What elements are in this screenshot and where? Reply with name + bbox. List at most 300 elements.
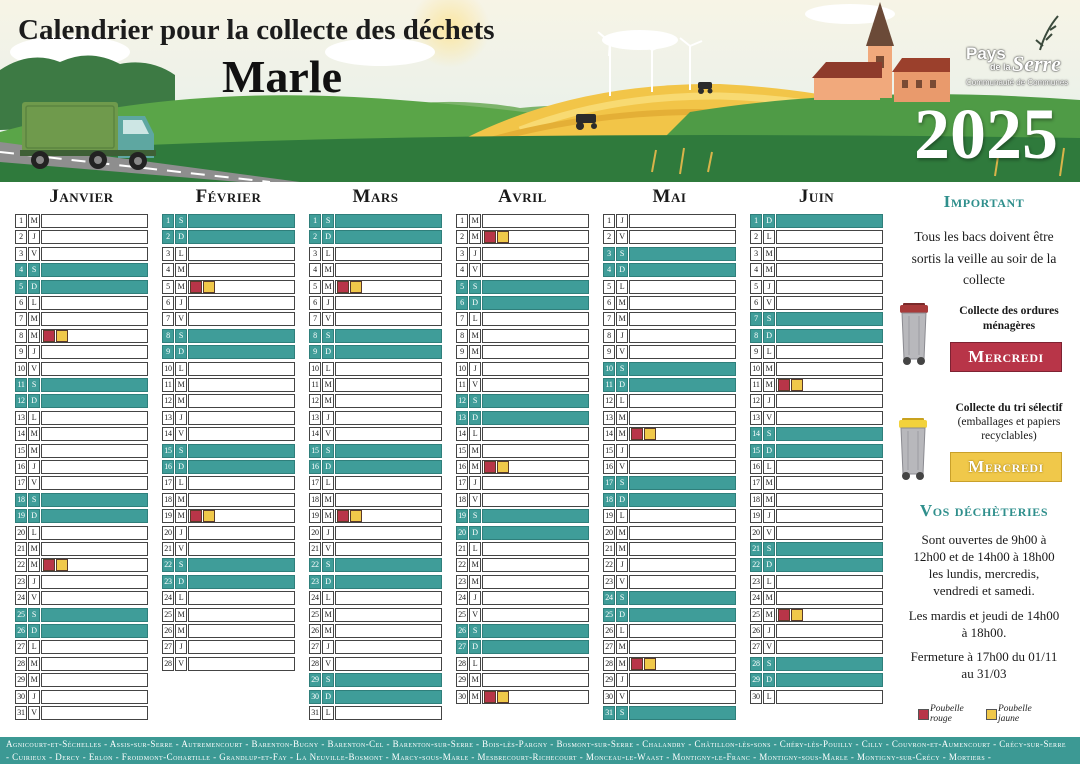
day-number: 10 bbox=[162, 362, 174, 376]
day-letter: M bbox=[175, 624, 187, 638]
day-row bbox=[309, 608, 442, 622]
day-letter: M bbox=[469, 444, 481, 458]
day-number: 22 bbox=[603, 558, 615, 572]
day-number: 3 bbox=[162, 247, 174, 261]
day-letter: L bbox=[763, 575, 775, 589]
day-row bbox=[750, 608, 883, 622]
day-number: 21 bbox=[603, 542, 615, 556]
day-cell bbox=[41, 526, 148, 540]
day-row bbox=[162, 312, 295, 326]
day-number: 15 bbox=[750, 444, 762, 458]
weekend-day-row bbox=[309, 460, 442, 474]
day-letter: D bbox=[469, 296, 481, 310]
day-letter: V bbox=[28, 476, 40, 490]
day-letter: S bbox=[28, 378, 40, 392]
day-number: 28 bbox=[456, 657, 468, 671]
red-bin-icon bbox=[899, 303, 929, 367]
day-number: 23 bbox=[309, 575, 321, 589]
day-number: 25 bbox=[603, 608, 615, 622]
day-cell bbox=[335, 230, 442, 244]
weekend-day-row bbox=[309, 575, 442, 589]
day-row bbox=[750, 460, 883, 474]
day-cell bbox=[41, 460, 148, 474]
day-letter: V bbox=[175, 427, 187, 441]
day-number: 18 bbox=[15, 493, 27, 507]
day-letter: M bbox=[175, 394, 187, 408]
day-letter: L bbox=[322, 706, 334, 720]
day-cell bbox=[482, 378, 589, 392]
day-row bbox=[162, 640, 295, 654]
day-letter: L bbox=[322, 591, 334, 605]
day-cell bbox=[335, 263, 442, 277]
day-letter: M bbox=[763, 493, 775, 507]
day-row bbox=[15, 526, 148, 540]
day-row bbox=[603, 460, 736, 474]
hours-line: les lundis, mercredis, bbox=[928, 566, 1040, 581]
legend-line: Poubelle bbox=[998, 704, 1032, 714]
day-cell bbox=[335, 411, 442, 425]
weekend-day-row bbox=[456, 640, 589, 654]
day-cell bbox=[629, 690, 736, 704]
day-number: 28 bbox=[15, 657, 27, 671]
day-cell bbox=[629, 493, 736, 507]
day-number: 1 bbox=[162, 214, 174, 228]
day-cell bbox=[41, 378, 148, 392]
day-number: 27 bbox=[15, 640, 27, 654]
day-number: 26 bbox=[603, 624, 615, 638]
month-column-4 bbox=[456, 186, 589, 726]
day-cell bbox=[776, 394, 883, 408]
day-cell bbox=[776, 591, 883, 605]
day-row bbox=[456, 444, 589, 458]
day-row bbox=[603, 312, 736, 326]
day-number: 2 bbox=[15, 230, 27, 244]
day-letter: L bbox=[763, 460, 775, 474]
day-letter: M bbox=[322, 263, 334, 277]
day-letter: M bbox=[763, 247, 775, 261]
yellow-bin-marker bbox=[644, 428, 656, 440]
day-letter: S bbox=[763, 312, 775, 326]
day-number: 24 bbox=[603, 591, 615, 605]
day-cell bbox=[41, 591, 148, 605]
day-cell bbox=[629, 558, 736, 572]
day-cell bbox=[482, 493, 589, 507]
day-row bbox=[456, 476, 589, 490]
day-cell bbox=[188, 542, 295, 556]
day-row bbox=[750, 509, 883, 523]
day-cell bbox=[776, 558, 883, 572]
day-letter: M bbox=[175, 608, 187, 622]
day-row bbox=[603, 329, 736, 343]
yellow-bin-label bbox=[940, 401, 1078, 443]
day-letter: V bbox=[616, 690, 628, 704]
day-cell bbox=[776, 427, 883, 441]
day-cell bbox=[335, 690, 442, 704]
day-row bbox=[162, 591, 295, 605]
day-cell bbox=[629, 378, 736, 392]
day-cell bbox=[41, 493, 148, 507]
day-letter: S bbox=[469, 624, 481, 638]
day-cell bbox=[776, 378, 883, 392]
day-row bbox=[309, 509, 442, 523]
day-number: 26 bbox=[162, 624, 174, 638]
day-cell bbox=[776, 460, 883, 474]
day-row bbox=[162, 427, 295, 441]
day-row bbox=[750, 591, 883, 605]
day-letter: D bbox=[28, 509, 40, 523]
day-cell bbox=[335, 444, 442, 458]
red-bin-marker bbox=[190, 281, 202, 293]
day-row bbox=[15, 706, 148, 720]
month-name: Janvier bbox=[49, 186, 114, 207]
day-cell bbox=[482, 608, 589, 622]
day-letter: M bbox=[175, 509, 187, 523]
day-letter: D bbox=[322, 575, 334, 589]
day-cell bbox=[41, 624, 148, 638]
day-letter: J bbox=[175, 640, 187, 654]
weekend-day-row bbox=[162, 460, 295, 474]
weekend-day-row bbox=[603, 378, 736, 392]
day-cell bbox=[188, 230, 295, 244]
day-number: 12 bbox=[309, 394, 321, 408]
day-letter: M bbox=[469, 575, 481, 589]
day-number: 23 bbox=[15, 575, 27, 589]
red-bin-day-badge: Mercredi bbox=[950, 342, 1062, 372]
day-number: 13 bbox=[309, 411, 321, 425]
weekend-day-row bbox=[15, 394, 148, 408]
day-row bbox=[309, 657, 442, 671]
day-row bbox=[309, 476, 442, 490]
day-number: 10 bbox=[15, 362, 27, 376]
day-cell bbox=[482, 214, 589, 228]
day-letter: M bbox=[469, 460, 481, 474]
day-number: 20 bbox=[15, 526, 27, 540]
day-row bbox=[750, 394, 883, 408]
day-cell bbox=[188, 312, 295, 326]
day-number: 13 bbox=[603, 411, 615, 425]
weekend-day-row bbox=[15, 378, 148, 392]
weekend-day-row bbox=[456, 509, 589, 523]
day-row bbox=[456, 493, 589, 507]
day-number: 1 bbox=[309, 214, 321, 228]
day-cell bbox=[188, 345, 295, 359]
day-number: 19 bbox=[162, 509, 174, 523]
day-cell bbox=[335, 427, 442, 441]
day-cell bbox=[188, 444, 295, 458]
red-bin-marker bbox=[43, 559, 55, 571]
day-cell bbox=[629, 362, 736, 376]
day-number: 31 bbox=[15, 706, 27, 720]
day-row bbox=[162, 247, 295, 261]
day-row bbox=[603, 542, 736, 556]
weekend-day-row bbox=[750, 558, 883, 572]
day-letter: D bbox=[322, 345, 334, 359]
day-number: 7 bbox=[162, 312, 174, 326]
red-bin-marker bbox=[337, 510, 349, 522]
day-letter: J bbox=[28, 575, 40, 589]
day-cell bbox=[41, 230, 148, 244]
day-letter: M bbox=[175, 263, 187, 277]
weekend-day-row bbox=[750, 214, 883, 228]
day-number: 29 bbox=[603, 673, 615, 687]
day-letter: S bbox=[175, 214, 187, 228]
day-number: 22 bbox=[456, 558, 468, 572]
yellow-bin-marker bbox=[497, 691, 509, 703]
day-cell bbox=[776, 493, 883, 507]
day-cell bbox=[188, 624, 295, 638]
day-letter: M bbox=[763, 591, 775, 605]
day-cell bbox=[482, 296, 589, 310]
day-cell bbox=[335, 312, 442, 326]
day-number: 5 bbox=[750, 280, 762, 294]
day-number: 17 bbox=[162, 476, 174, 490]
red-bin-label bbox=[940, 304, 1078, 334]
day-letter: M bbox=[28, 657, 40, 671]
day-letter: M bbox=[322, 280, 334, 294]
day-cell bbox=[41, 329, 148, 343]
weekend-day-row bbox=[309, 345, 442, 359]
day-letter: V bbox=[763, 411, 775, 425]
day-letter: S bbox=[175, 558, 187, 572]
day-number: 18 bbox=[309, 493, 321, 507]
day-letter: M bbox=[616, 427, 628, 441]
day-number: 31 bbox=[309, 706, 321, 720]
day-number: 22 bbox=[309, 558, 321, 572]
day-number: 2 bbox=[603, 230, 615, 244]
yellow-bin-marker bbox=[203, 510, 215, 522]
day-number: 2 bbox=[309, 230, 321, 244]
day-cell bbox=[482, 411, 589, 425]
day-letter: V bbox=[616, 230, 628, 244]
day-number: 30 bbox=[750, 690, 762, 704]
month-column-3 bbox=[309, 186, 442, 726]
weekend-day-row bbox=[603, 608, 736, 622]
yellow-bin-day-badge: Mercredi bbox=[950, 452, 1062, 482]
day-row bbox=[15, 542, 148, 556]
weekend-day-row bbox=[456, 411, 589, 425]
day-cell bbox=[335, 345, 442, 359]
day-cell bbox=[482, 690, 589, 704]
day-letter: M bbox=[322, 378, 334, 392]
day-number: 16 bbox=[162, 460, 174, 474]
day-cell bbox=[335, 673, 442, 687]
day-row bbox=[162, 624, 295, 638]
day-letter: L bbox=[175, 247, 187, 261]
day-row bbox=[15, 673, 148, 687]
day-number: 1 bbox=[603, 214, 615, 228]
day-number: 5 bbox=[456, 280, 468, 294]
day-row bbox=[456, 575, 589, 589]
day-row bbox=[15, 345, 148, 359]
weekend-day-row bbox=[309, 329, 442, 343]
day-number: 3 bbox=[15, 247, 27, 261]
yellow-bin-label-line: (emballages et papiers bbox=[957, 416, 1061, 428]
day-letter: D bbox=[763, 214, 775, 228]
day-letter: M bbox=[28, 329, 40, 343]
day-letter: M bbox=[616, 657, 628, 671]
day-cell bbox=[335, 394, 442, 408]
day-letter: M bbox=[616, 411, 628, 425]
day-row bbox=[309, 378, 442, 392]
day-number: 1 bbox=[750, 214, 762, 228]
day-number: 1 bbox=[15, 214, 27, 228]
day-row bbox=[456, 542, 589, 556]
day-cell bbox=[482, 657, 589, 671]
day-number: 24 bbox=[750, 591, 762, 605]
day-letter: S bbox=[322, 558, 334, 572]
red-bin-marker bbox=[484, 461, 496, 473]
day-number: 8 bbox=[456, 329, 468, 343]
day-cell bbox=[629, 706, 736, 720]
day-number: 12 bbox=[603, 394, 615, 408]
day-letter: L bbox=[28, 411, 40, 425]
day-number: 20 bbox=[750, 526, 762, 540]
day-row bbox=[456, 214, 589, 228]
day-cell bbox=[776, 345, 883, 359]
red-bin-label-line: Collecte des ordures bbox=[959, 305, 1059, 317]
day-number: 12 bbox=[15, 394, 27, 408]
weekend-day-row bbox=[750, 673, 883, 687]
day-cell bbox=[335, 247, 442, 261]
day-letter: J bbox=[469, 247, 481, 261]
day-number: 24 bbox=[162, 591, 174, 605]
day-cell bbox=[776, 362, 883, 376]
yellow-bin-marker bbox=[791, 379, 803, 391]
weekend-day-row bbox=[603, 591, 736, 605]
day-letter: V bbox=[322, 657, 334, 671]
day-number: 18 bbox=[162, 493, 174, 507]
day-row bbox=[162, 394, 295, 408]
day-row bbox=[309, 526, 442, 540]
day-number: 24 bbox=[15, 591, 27, 605]
day-letter: J bbox=[322, 411, 334, 425]
weekend-day-row bbox=[15, 263, 148, 277]
towns-line-2: - Cuirieux - Dercy - Erlon - Froidmont-Cohartille - Grandlup-et-Fay - La Neuville-Bosmont - Marcy-sous-Marle - Mesbrecourt-Richecourt - Monceau-le-Waast - Montigny-le-Franc - Montigny-sous-Marle - Montigny-sur-Crécy - Mortiers - bbox=[6, 752, 992, 762]
day-letter: M bbox=[469, 345, 481, 359]
hours-line: Sont ouvertes de 9h00 à bbox=[921, 532, 1047, 547]
day-row bbox=[309, 591, 442, 605]
day-letter: M bbox=[322, 394, 334, 408]
day-cell bbox=[41, 214, 148, 228]
day-number: 15 bbox=[162, 444, 174, 458]
day-number: 6 bbox=[162, 296, 174, 310]
day-letter: S bbox=[616, 247, 628, 261]
day-letter: L bbox=[322, 476, 334, 490]
weekend-day-row bbox=[750, 542, 883, 556]
weekend-day-row bbox=[162, 345, 295, 359]
day-cell bbox=[629, 411, 736, 425]
day-cell bbox=[188, 378, 295, 392]
day-cell bbox=[188, 476, 295, 490]
day-number: 4 bbox=[603, 263, 615, 277]
day-letter: V bbox=[763, 526, 775, 540]
day-number: 10 bbox=[309, 362, 321, 376]
day-letter: D bbox=[763, 444, 775, 458]
red-bin-marker bbox=[190, 510, 202, 522]
day-cell bbox=[188, 526, 295, 540]
day-row bbox=[456, 345, 589, 359]
day-number: 28 bbox=[603, 657, 615, 671]
day-number: 3 bbox=[750, 247, 762, 261]
day-number: 12 bbox=[456, 394, 468, 408]
day-cell bbox=[482, 394, 589, 408]
day-number: 25 bbox=[750, 608, 762, 622]
legend-yellow-label bbox=[998, 704, 1032, 724]
day-cell bbox=[41, 444, 148, 458]
day-cell bbox=[41, 411, 148, 425]
day-number: 11 bbox=[162, 378, 174, 392]
day-number: 25 bbox=[15, 608, 27, 622]
day-number: 6 bbox=[15, 296, 27, 310]
day-letter: L bbox=[322, 247, 334, 261]
day-number: 20 bbox=[456, 526, 468, 540]
weekend-day-row bbox=[309, 558, 442, 572]
day-number: 7 bbox=[603, 312, 615, 326]
day-row bbox=[15, 476, 148, 490]
day-cell bbox=[776, 575, 883, 589]
day-number: 23 bbox=[750, 575, 762, 589]
day-number: 5 bbox=[309, 280, 321, 294]
day-cell bbox=[629, 657, 736, 671]
day-cell bbox=[629, 608, 736, 622]
day-number: 16 bbox=[456, 460, 468, 474]
day-letter: V bbox=[175, 312, 187, 326]
day-cell bbox=[629, 673, 736, 687]
day-row bbox=[750, 476, 883, 490]
day-number: 10 bbox=[456, 362, 468, 376]
day-cell bbox=[41, 690, 148, 704]
day-cell bbox=[188, 329, 295, 343]
day-cell bbox=[482, 312, 589, 326]
day-cell bbox=[188, 394, 295, 408]
day-letter: D bbox=[28, 280, 40, 294]
day-letter: M bbox=[763, 476, 775, 490]
day-number: 4 bbox=[456, 263, 468, 277]
day-cell bbox=[776, 263, 883, 277]
day-row bbox=[750, 362, 883, 376]
day-cell bbox=[482, 427, 589, 441]
legend-line: rouge bbox=[930, 714, 952, 724]
day-letter: L bbox=[616, 394, 628, 408]
weekend-day-row bbox=[456, 280, 589, 294]
day-cell bbox=[41, 280, 148, 294]
day-row bbox=[309, 362, 442, 376]
day-letter: M bbox=[175, 280, 187, 294]
day-letter: D bbox=[28, 394, 40, 408]
opening-hours bbox=[893, 531, 1075, 599]
town-name: Marle bbox=[222, 51, 343, 102]
day-letter: S bbox=[616, 476, 628, 490]
day-cell bbox=[188, 608, 295, 622]
day-number: 4 bbox=[15, 263, 27, 277]
day-row bbox=[456, 378, 589, 392]
red-bin-marker bbox=[337, 281, 349, 293]
day-letter: S bbox=[616, 706, 628, 720]
weekend-day-row bbox=[162, 214, 295, 228]
day-number: 9 bbox=[603, 345, 615, 359]
day-letter: V bbox=[763, 296, 775, 310]
day-row bbox=[603, 280, 736, 294]
logo-pays: Pays bbox=[966, 44, 1006, 63]
day-number: 25 bbox=[162, 608, 174, 622]
day-row bbox=[15, 411, 148, 425]
day-letter: J bbox=[616, 444, 628, 458]
day-row bbox=[162, 296, 295, 310]
day-number: 29 bbox=[309, 673, 321, 687]
day-letter: J bbox=[28, 460, 40, 474]
day-number: 27 bbox=[750, 640, 762, 654]
day-letter: M bbox=[322, 509, 334, 523]
